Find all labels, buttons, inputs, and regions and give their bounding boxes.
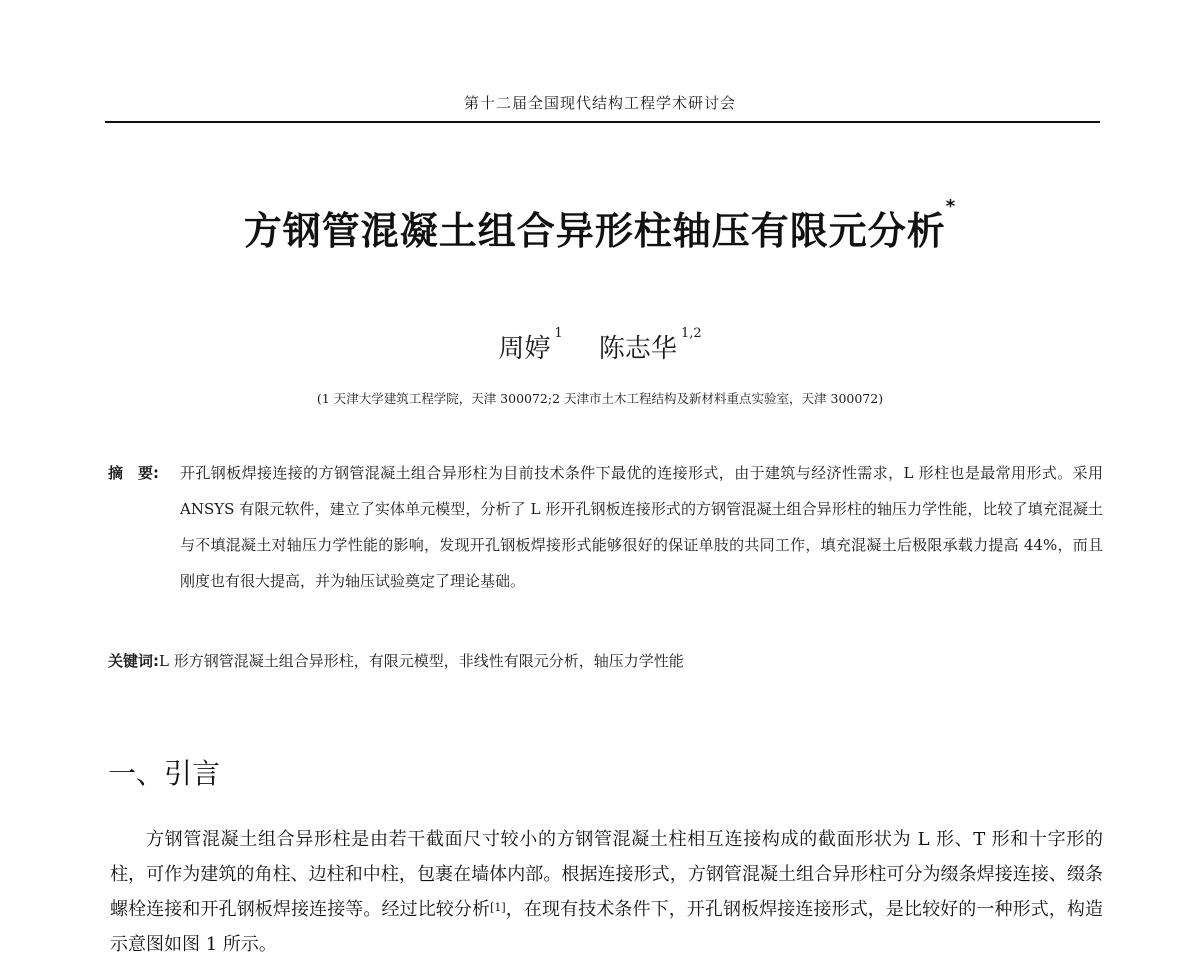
keywords	[108, 649, 1103, 673]
abstract-text: 开孔钢板焊接连接的方钢管混凝土组合异形柱为目前技术条件下最优的连接形式，由于建筑与经济性需求，L 形柱也是最常用形式。采用 ANSYS 有限元软件，建立了实体单元模型，分析了 L 形开孔钢板连接形式的方钢管混凝土组合异形柱的轴压力学性能，比较了填充混凝土与不填混凝土对轴压力学性能的影响，发现开孔钢板焊接形式能够很好的保证单肢的共同工作，填充混凝土后极限承载力提高 44%，而且刚度也有很大提高，并为轴压试验奠定了理论基础。	[180, 464, 1103, 590]
author	[599, 328, 702, 365]
author-affiliation-mark: 1	[554, 326, 563, 341]
paragraph-text: 方钢管混凝土组合异形柱是由若干截面尺寸较小的方钢管混凝土柱相互连接构成的截面形状为 L 形、T 形和十字形的柱，可作为建筑的角柱、边柱和中柱，包裹在墙体内部。根据连接形式，方钢管混凝土组合异形柱可分为缀条焊接连接、缀条螺栓连接和开孔钢板焊接连接等。经过比较分析	[110, 829, 1103, 920]
affiliation: (1 天津大学建筑工程学院，天津 300072;2 天津市土木工程结构及新材料重点实验室，天津 300072)	[316, 391, 884, 406]
title-footnote-mark: *	[945, 196, 957, 217]
author-name: 周婷	[498, 334, 551, 364]
keywords-label: 关键词:	[108, 652, 159, 670]
section-heading: 一、引言	[108, 757, 221, 790]
paper-title	[0, 196, 1200, 255]
author-name: 陈志华	[598, 334, 677, 364]
author	[498, 328, 562, 365]
author-affiliation-mark: 1,2	[680, 326, 702, 341]
paper-title-text: 方钢管混凝土组合异形柱轴压有限元分析	[243, 209, 946, 253]
running-header: 第十二届全国现代结构工程学术研讨会	[463, 94, 736, 112]
author-list	[0, 328, 1200, 365]
citation-reference: [1]	[490, 901, 506, 914]
paragraph-text-continued: ，在现有技术条件下，开孔钢板焊接连接形式，是比较好的一种形式，构造示意图如图 1 所示。	[110, 899, 1104, 955]
keywords-text: L 形方钢管混凝土组合异形柱，有限元模型，非线性有限元分析，轴压力学性能	[159, 652, 684, 670]
abstract-label: 摘 要:	[108, 464, 159, 482]
abstract	[108, 455, 1103, 599]
header-divider	[105, 121, 1100, 123]
body-paragraph	[110, 822, 1103, 962]
